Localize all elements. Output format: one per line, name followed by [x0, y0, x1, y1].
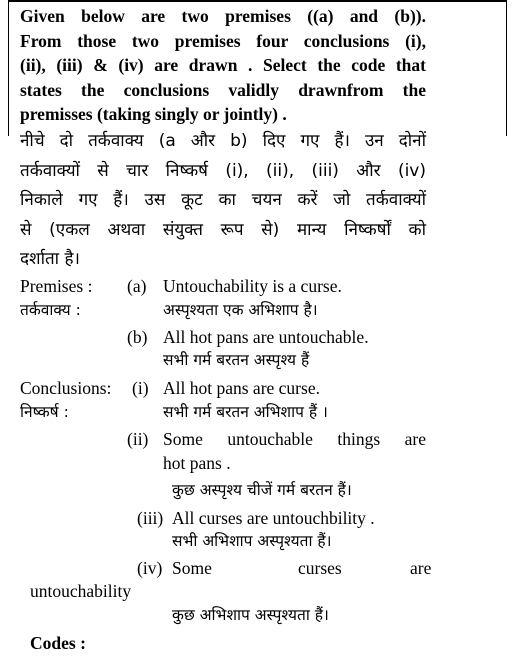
left-border [8, 0, 9, 136]
premises-label: Premises : [20, 276, 93, 296]
conclusion-iii-marker: (iii) [137, 508, 164, 528]
conclusion-iv-text-hindi: कुछ अभिशाप अस्पृश्यता हैं। [172, 606, 329, 624]
right-border [506, 0, 507, 136]
question-intro-hindi [20, 127, 426, 275]
intro-en-line: Given below are two premises ((a) and (b)). [20, 6, 426, 26]
conclusion-ii-text-line2: hot pans . [163, 453, 231, 473]
conclusion-ii-text-hindi: कुछ अस्पृश्य चीजें गर्म बरतन हैं। [172, 481, 352, 499]
conclusion-iii-text-hindi: सभी अभिशाप अस्पृश्यता हैं। [172, 532, 332, 550]
intro-en-line: premisses (taking singly or jointly) . [20, 104, 287, 124]
intro-en-line: states the conclusions validly drawnfrom the [20, 79, 426, 100]
premise-b-text-hindi: सभी गर्म बरतन अस्पृश्य हैं [163, 351, 310, 369]
conclusion-iv-marker: (iv) [137, 558, 163, 578]
codes-label: Codes : [30, 633, 86, 653]
conclusion-iv-word1: Some [172, 558, 212, 578]
intro-hi-line: से (एकल अथवा संयुक्त रूप से) मान्य निष्कर्षों को [20, 219, 426, 240]
conclusions-label: Conclusions: [20, 378, 112, 398]
conclusion-ii-marker: (ii) [127, 429, 149, 449]
conclusion-iv-word2: curses [298, 558, 342, 578]
intro-hi-line: निकाले गए हैं। उस कूट का चयन करें जो तर्कवाक्यों [20, 190, 426, 210]
intro-en-line: From those two premises four conclusions (i), [20, 30, 426, 51]
premises-label-hindi: तर्कवाक्य : [20, 301, 81, 319]
premise-a-text-hindi: अस्पृश्यता एक अभिशाप है। [163, 301, 318, 319]
conclusion-i-text-hindi: सभी गर्म बरतन अभिशाप हैं । [163, 403, 328, 421]
conclusion-iii-text: All curses are untouchbility . [172, 508, 375, 528]
intro-hi-line: नीचे दो तर्कवाक्य (a और b) दिए गए हैं। उन दोनों [20, 131, 426, 151]
premise-b-text: All hot pans are untouchable. [163, 327, 369, 347]
conclusion-ii-text-line1: Some untouchable things are [163, 429, 426, 449]
premise-a-marker: (a) [127, 276, 147, 296]
conclusion-i-marker: (i) [132, 378, 149, 398]
conclusion-iv-word3: are [410, 558, 432, 578]
question-intro-english [20, 4, 426, 127]
premise-a-text: Untouchability is a curse. [163, 276, 342, 296]
intro-hi-line: दर्शाता है। [20, 249, 80, 269]
conclusions-label-hindi: निष्कर्ष : [20, 403, 69, 421]
premise-b-marker: (b) [127, 327, 148, 347]
conclusion-i-text: All hot pans are curse. [163, 378, 320, 398]
intro-hi-line: तर्कवाक्यों से चार निष्कर्ष (i), (ii), (iii) और (iv) [20, 160, 426, 181]
conclusion-iv-text-line2: untouchability [30, 581, 132, 601]
intro-en-line: (ii), (iii) & (iv) are drawn . Select the code that [20, 55, 426, 75]
